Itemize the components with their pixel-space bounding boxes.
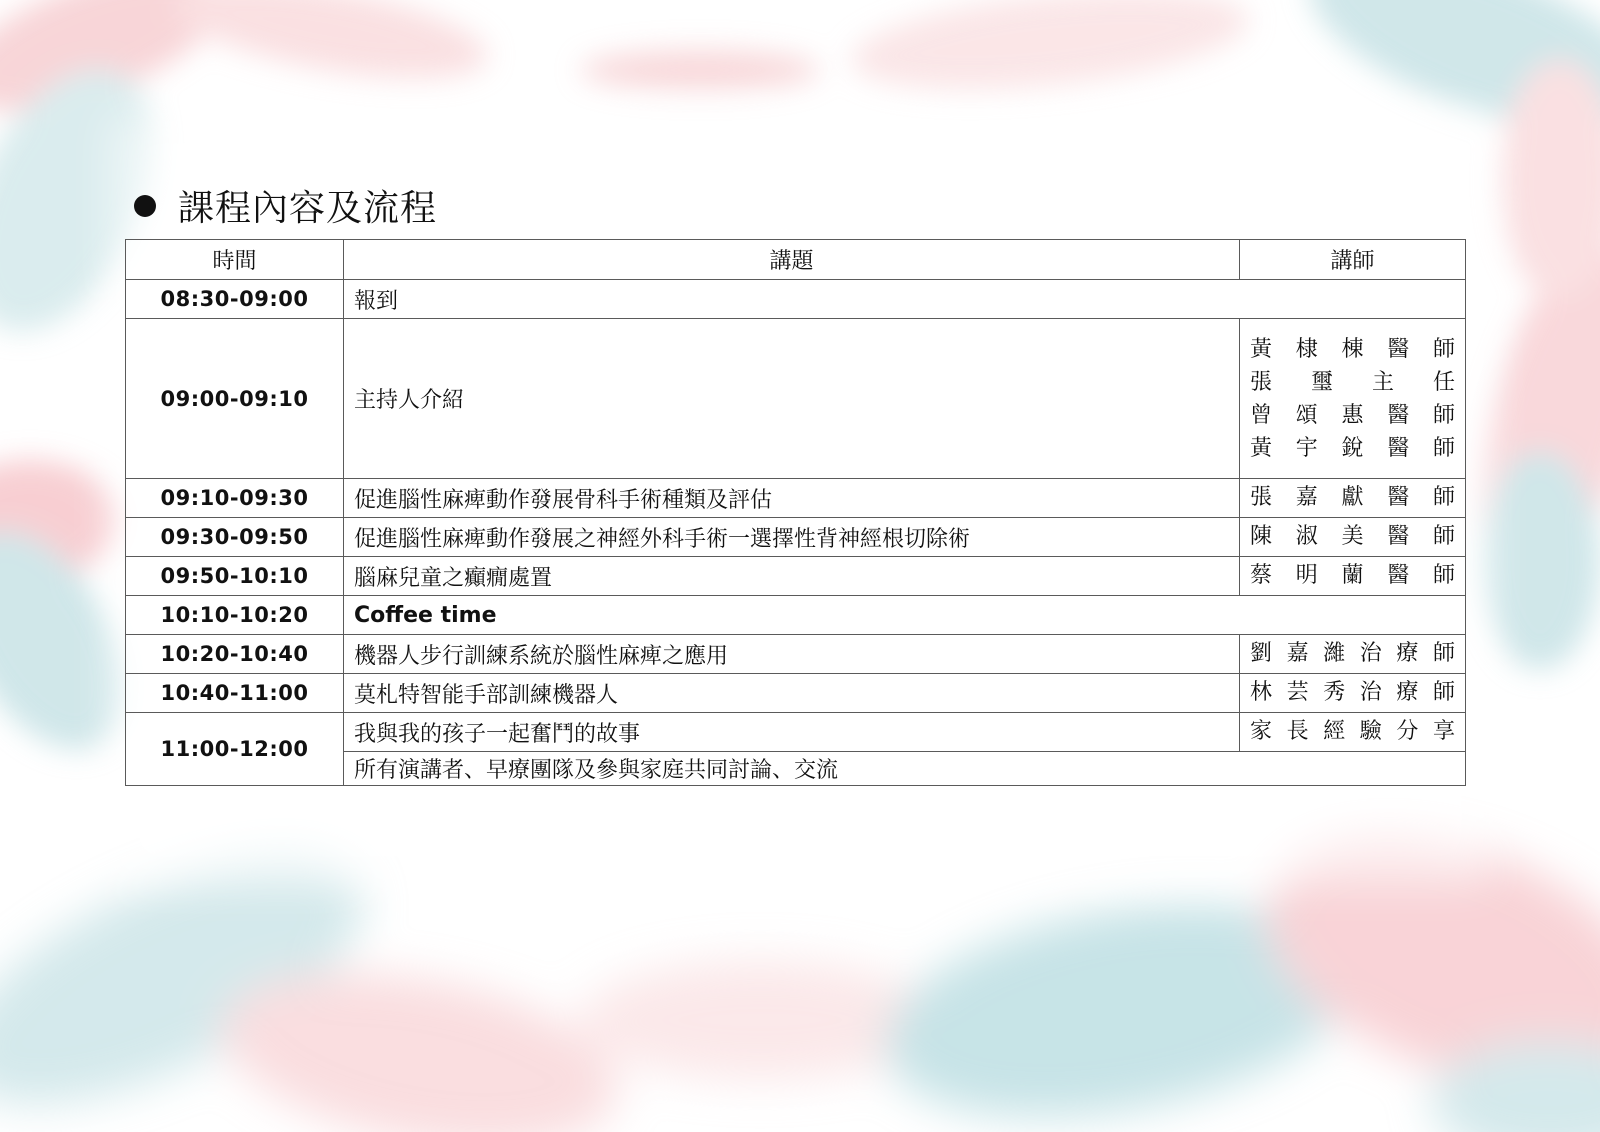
topic-cell: 所有演講者、早療團隊及參與家庭共同討論、交流 — [344, 752, 1466, 786]
speaker-name: 黃 宇 銳 醫 師 — [1250, 435, 1455, 461]
topic-cell: 促進腦性麻痺動作發展之神經外科手術一選擇性背神經根切除術 — [344, 518, 1240, 557]
table-row — [126, 479, 1466, 518]
speaker-name: 劉 嘉 濰 治 療 師 — [1250, 641, 1455, 666]
speaker-name: 張 嘉 獻 醫 師 — [1250, 485, 1455, 510]
time-cell: 09:00-09:10 — [126, 319, 344, 479]
table-row — [126, 319, 1466, 479]
time-cell: 09:30-09:50 — [126, 518, 344, 557]
topic-cell: 我與我的孩子一起奮鬥的故事 — [344, 713, 1240, 752]
speaker-cell — [1240, 674, 1466, 713]
header-speaker: 講師 — [1240, 240, 1466, 280]
speaker-cell — [1240, 518, 1466, 557]
topic-cell: 莫札特智能手部訓練機器人 — [344, 674, 1240, 713]
speaker-name: 蔡 明 蘭 醫 師 — [1250, 563, 1455, 588]
bullet-icon — [134, 195, 156, 217]
header-time: 時間 — [126, 240, 344, 280]
table-row — [126, 518, 1466, 557]
speaker-name: 張 璽 主 任 — [1250, 369, 1455, 395]
time-cell: 09:50-10:10 — [126, 557, 344, 596]
topic-cell: 主持人介紹 — [344, 319, 1240, 479]
speaker-cell — [1240, 479, 1466, 518]
topic-cell: 報到 — [344, 280, 1466, 319]
schedule-table — [125, 239, 1466, 786]
speaker-name: 黃 棣 棟 醫 師 — [1250, 336, 1455, 362]
time-cell: 08:30-09:00 — [126, 280, 344, 319]
header-topic: 講題 — [344, 240, 1240, 280]
time-cell: 11:00-12:00 — [126, 713, 344, 786]
table-row — [126, 557, 1466, 596]
time-cell: 10:20-10:40 — [126, 635, 344, 674]
speaker-cell — [1240, 319, 1466, 479]
table-row — [126, 674, 1466, 713]
topic-cell: 促進腦性麻痺動作發展骨科手術種類及評估 — [344, 479, 1240, 518]
table-row — [126, 713, 1466, 752]
speaker-name: 陳 淑 美 醫 師 — [1250, 524, 1455, 549]
speaker-name: 林 芸 秀 治 療 師 — [1250, 680, 1455, 705]
time-cell: 10:10-10:20 — [126, 596, 344, 635]
speaker-cell — [1240, 557, 1466, 596]
time-cell: 09:10-09:30 — [126, 479, 344, 518]
speaker-name: 曾 頌 惠 醫 師 — [1250, 402, 1455, 428]
table-header-row — [126, 240, 1466, 280]
section-title: 課程內容及流程 — [178, 188, 438, 229]
table-row — [126, 280, 1466, 319]
speaker-cell — [1240, 713, 1466, 752]
topic-cell: 機器人步行訓練系統於腦性麻痺之應用 — [344, 635, 1240, 674]
table-row — [126, 596, 1466, 635]
topic-cell: 腦麻兒童之癲癇處置 — [344, 557, 1240, 596]
speaker-name: 家 長 經 驗 分 享 — [1250, 719, 1455, 744]
time-cell: 10:40-11:00 — [126, 674, 344, 713]
section-heading — [134, 180, 437, 231]
topic-cell: Coffee time — [344, 596, 1466, 635]
speaker-cell — [1240, 635, 1466, 674]
table-row — [126, 635, 1466, 674]
